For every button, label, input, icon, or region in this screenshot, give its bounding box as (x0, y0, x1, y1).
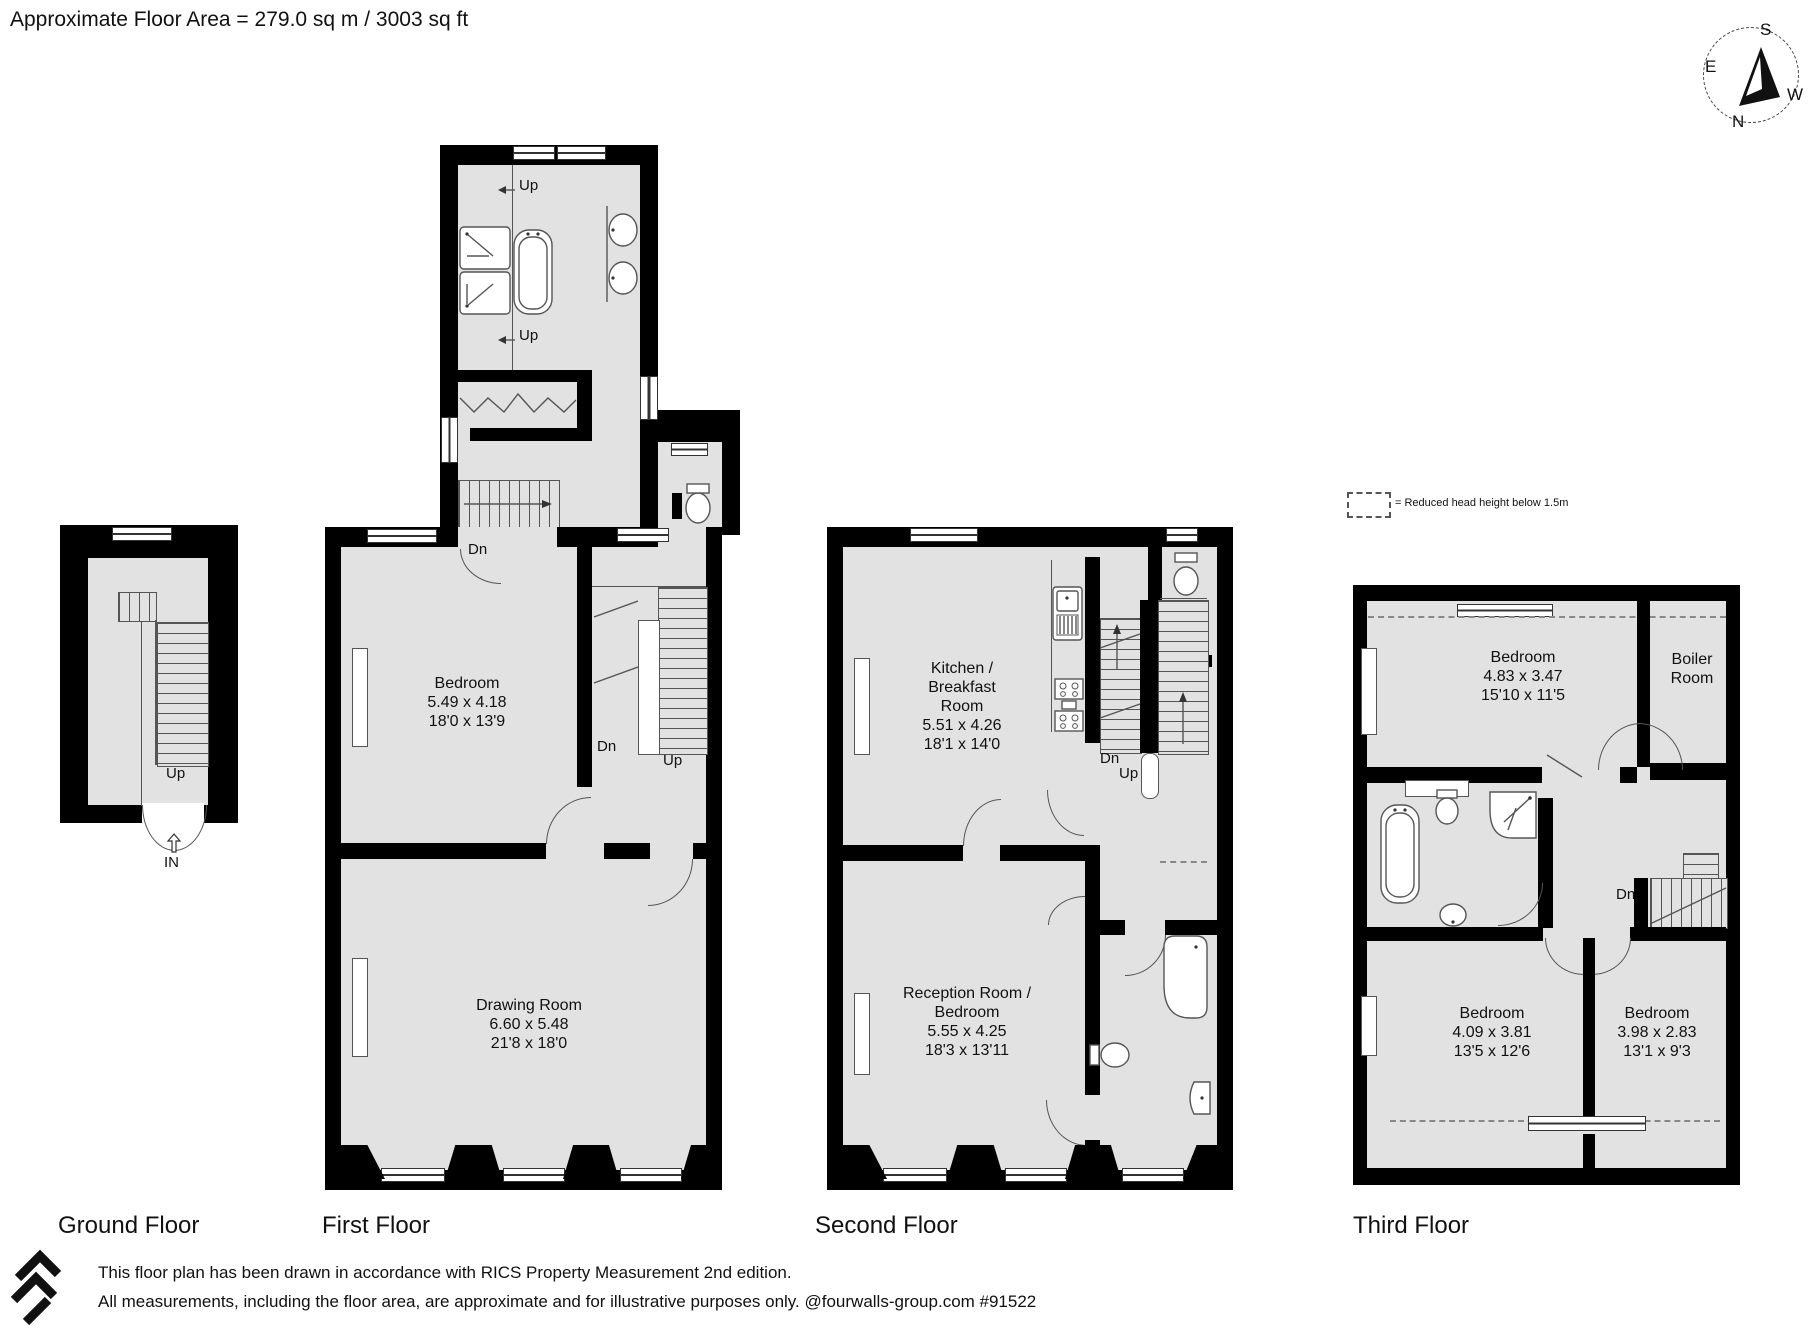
room-label-drawing-room: Drawing Room 6.60 x 5.48 21'8 x 18'0 (476, 997, 582, 1052)
wall (577, 547, 592, 787)
wall (452, 370, 592, 382)
door-leaf-icon (1545, 753, 1585, 779)
chimney-recess (854, 993, 870, 1075)
wall (1100, 920, 1125, 935)
third-floor-title: Third Floor (1353, 1212, 1470, 1239)
compass-rose (1692, 18, 1808, 138)
toilet-icon (1090, 1038, 1132, 1070)
room-label-bedroom2: Bedroom 4.09 x 3.81 13'5 x 12'6 (1452, 1005, 1532, 1060)
window (910, 528, 978, 542)
compass-north-label: N (1732, 112, 1745, 131)
window (441, 417, 458, 463)
bath-icon (513, 229, 553, 315)
window (1005, 1168, 1067, 1182)
chimney-recess (854, 658, 870, 755)
bay-floor (857, 1145, 1207, 1170)
window (1122, 1168, 1184, 1182)
window (367, 529, 437, 543)
room-label-bedroom: Bedroom 5.49 x 4.18 18'0 x 13'9 (427, 675, 507, 730)
up-label: Up (519, 177, 539, 194)
window (557, 146, 606, 160)
window (1166, 528, 1198, 542)
wall (1000, 845, 1085, 861)
sink-icon (1438, 902, 1468, 930)
up-label: Up (663, 752, 683, 769)
head-height-dash-line (1160, 861, 1207, 863)
wall (1583, 1134, 1595, 1168)
stair-newel (1141, 753, 1159, 799)
compass-east-label: E (1705, 57, 1717, 76)
up-arrow-icon (497, 335, 517, 345)
window (671, 443, 708, 456)
entrance-arrow-icon (166, 832, 182, 854)
stair-newel (638, 620, 660, 755)
second-floor-title: Second Floor (815, 1212, 958, 1239)
up-label: Up (1119, 765, 1139, 782)
stairs (118, 592, 157, 622)
first-floor-title: First Floor (322, 1212, 430, 1239)
wall (1634, 878, 1648, 927)
room-label-bedroom1: Bedroom 4.83 x 3.47 15'10 x 11'5 (1480, 649, 1566, 704)
stair-arrow-icon (462, 498, 554, 510)
chimney-recess (1361, 996, 1377, 1056)
compass-needle-icon (1736, 45, 1782, 109)
toilet-icon (1171, 553, 1201, 597)
head-height-dash-line (1368, 616, 1726, 618)
window (883, 1168, 947, 1182)
dormer-window (1528, 1116, 1646, 1131)
room-label-reception: Reception Room / Bedroom 5.55 x 4.25 18'3 x 13'11 (902, 985, 1032, 1059)
wall (693, 843, 706, 859)
chimney-recess (352, 958, 368, 1057)
stair-arrow-icon (1112, 622, 1122, 672)
window (112, 527, 172, 541)
wall (843, 845, 963, 861)
stair-winders-icon (1650, 878, 1726, 927)
window (617, 528, 669, 542)
stairs (157, 622, 209, 767)
disclaimer-line1: This floor plan has been drawn in accordance with RICS Property Measurement 2nd edition. (98, 1263, 792, 1282)
toilet-icon (683, 484, 713, 526)
window (640, 376, 658, 420)
wall (470, 428, 592, 441)
wall (1085, 557, 1100, 743)
compass-west-label: W (1787, 85, 1804, 104)
toilet-icon (1431, 790, 1463, 826)
shower-icon (1486, 788, 1540, 844)
entrance-in-label: IN (164, 854, 179, 871)
wall (672, 493, 682, 519)
disclaimer-line2: All measurements, including the floor area, are approximate and for illustrative purposes only. @fourwalls-group.com #91522 (98, 1292, 1037, 1311)
shower-icon (459, 226, 513, 316)
window (503, 1168, 565, 1182)
stair-winders-icon (594, 587, 638, 753)
up-label: Up (519, 327, 539, 344)
wall (604, 843, 650, 859)
sink-icon (1184, 1080, 1212, 1116)
compass-south-label: S (1760, 20, 1772, 39)
wardrobe-rail-icon (460, 390, 578, 418)
chimney-recess (1361, 648, 1377, 735)
stairs (1683, 853, 1719, 880)
window (381, 1168, 445, 1182)
legend-text: = Reduced head height below 1.5m (1395, 497, 1569, 509)
hall-partition-line (141, 620, 142, 806)
ground-floor-title: Ground Floor (58, 1212, 200, 1239)
page-title: Approximate Floor Area = 279.0 sq m / 3003 sq ft (10, 8, 469, 31)
wall (1630, 927, 1726, 941)
dn-label: Dn (597, 738, 617, 755)
kitchen-sink-icon (1052, 586, 1084, 642)
room-label-bedroom3: Bedroom 3.98 x 2.83 13'1 x 9'3 (1617, 1005, 1697, 1060)
up-arrow-icon (497, 185, 517, 195)
wall (1367, 927, 1543, 941)
stairs (658, 587, 708, 755)
room-label-boiler: Boiler Room (1670, 651, 1714, 687)
bath-icon (1380, 804, 1420, 904)
window (620, 1168, 682, 1182)
hob-icon (1054, 678, 1084, 732)
window (513, 146, 555, 160)
reduced-head-height-key-icon (1347, 492, 1391, 518)
sink-icon (603, 206, 639, 302)
up-label: Up (166, 765, 186, 782)
room-label-kitchen: Kitchen / Breakfast Room 5.51 x 4.26 18'1 x 14'0 (922, 660, 1002, 753)
chimney-recess (352, 648, 368, 747)
fourwalls-logo-icon (4, 1246, 66, 1328)
corner-bath-icon (1158, 933, 1210, 1021)
bay-floor (355, 1145, 695, 1170)
dn-label: Dn (468, 541, 488, 558)
dn-label: Dn (1616, 886, 1636, 903)
wall (1538, 798, 1553, 928)
wall (1140, 600, 1158, 753)
dn-label: Dn (1100, 750, 1120, 767)
stair-arrow-icon (1178, 690, 1188, 746)
wall (341, 843, 546, 859)
